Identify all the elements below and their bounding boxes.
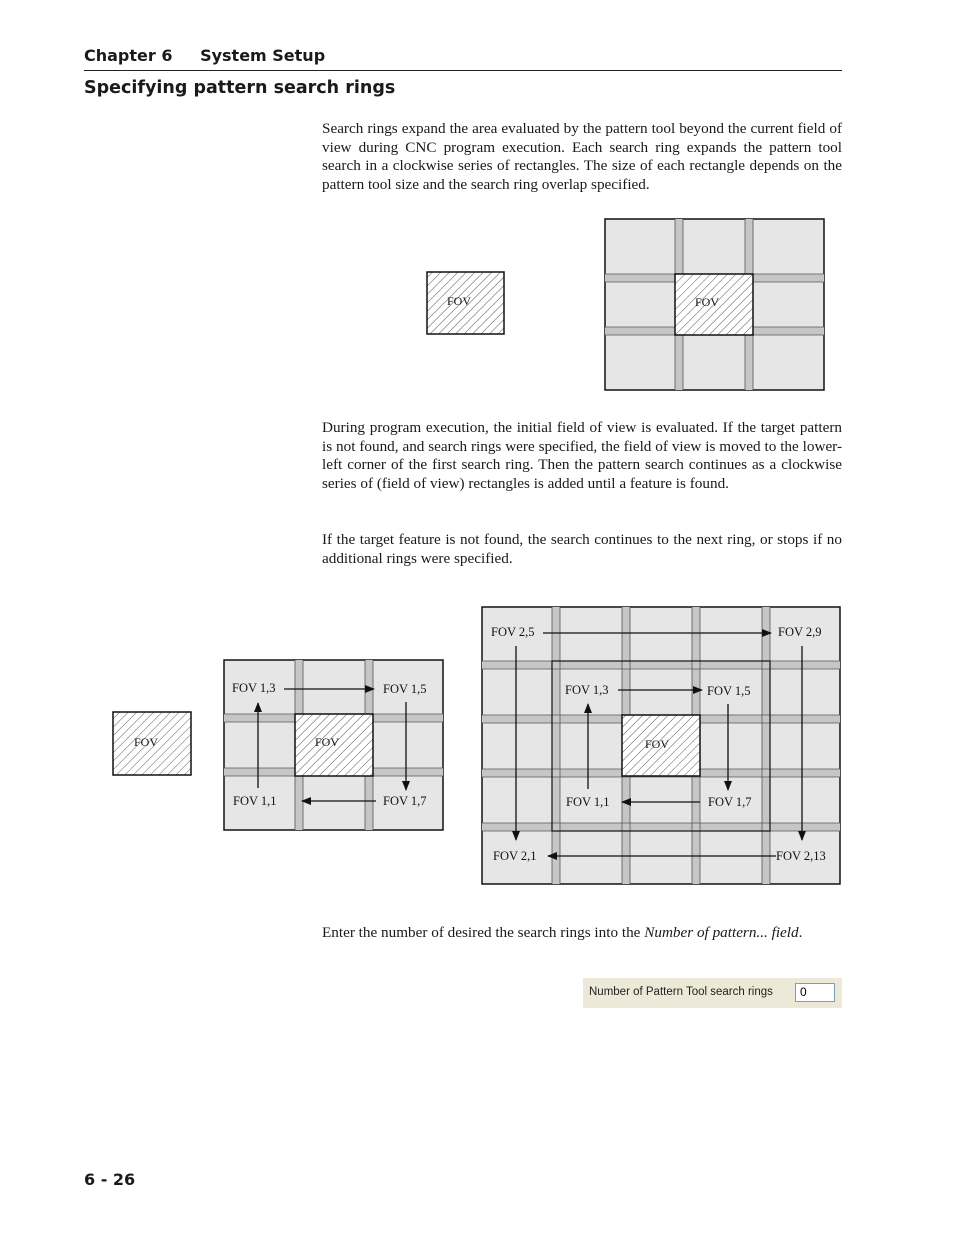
fov-label: FOV: [134, 735, 159, 749]
fov-1-7-label: FOV 1,7: [383, 794, 427, 808]
ring1-grid-figure: [224, 660, 443, 830]
enter-rings-period: .: [798, 924, 803, 941]
section-title: Specifying pattern search rings: [84, 78, 396, 98]
enter-rings-text: Enter the number of desired the search rings into the: [322, 924, 645, 941]
fov-single-box-2: [113, 712, 191, 775]
fov-1-3-label: FOV 1,3: [565, 683, 609, 697]
search-rings-input[interactable]: 0: [795, 983, 835, 1002]
fov-2-13-label: FOV 2,13: [776, 849, 826, 863]
field-reference: Number of pattern... field: [644, 924, 799, 941]
fov-1-7-label: FOV 1,7: [708, 795, 752, 809]
paragraph-execution: During program execution, the initial field of view is evaluated. If the target pattern is not found, and search rings were specified, the field of view is moved to the lower-left corner of the first search ring. Then the pattern search continues as a clockwise series of (field of view) rectangles is added until a feature is found.: [322, 419, 842, 492]
fov-1-3-label: FOV 1,3: [232, 681, 276, 695]
paragraph-next-ring: If the target feature is not found, the search continues to the next ring, or stops if no additional rings were specified.: [322, 531, 842, 567]
paragraph-enter-rings: [322, 924, 842, 943]
page-number: 6 - 26: [84, 1170, 136, 1189]
fov-2-9-label: FOV 2,9: [778, 625, 822, 639]
search-rings-field: [583, 978, 842, 1008]
fov-label: FOV: [315, 735, 340, 749]
search-rings-label: Number of Pattern Tool search rings: [589, 986, 773, 998]
fov-1-5-label: FOV 1,5: [383, 682, 427, 696]
chapter-number: Chapter 6: [84, 46, 173, 65]
fov-label: FOV: [695, 295, 720, 309]
fov-label: FOV: [447, 294, 472, 308]
chapter-title: System Setup: [200, 46, 326, 65]
ring2-grid-figure: [482, 607, 840, 884]
fov-2-5-label: FOV 2,5: [491, 625, 535, 639]
fov-1-1-label: FOV 1,1: [233, 794, 277, 808]
paragraph-intro: Search rings expand the area evaluated by the pattern tool beyond the current field of view during CNC program execution. Each search ring expands the pattern tool search in a clockwise series of rectangles. The size of each rectangle depends on the pattern tool size and the search ring overlap specified.: [322, 120, 842, 193]
fov-2-1-label: FOV 2,1: [493, 849, 537, 863]
fov-1-5-label: FOV 1,5: [707, 684, 751, 698]
fov-1-1-label: FOV 1,1: [566, 795, 610, 809]
fov-label: FOV: [645, 737, 670, 751]
